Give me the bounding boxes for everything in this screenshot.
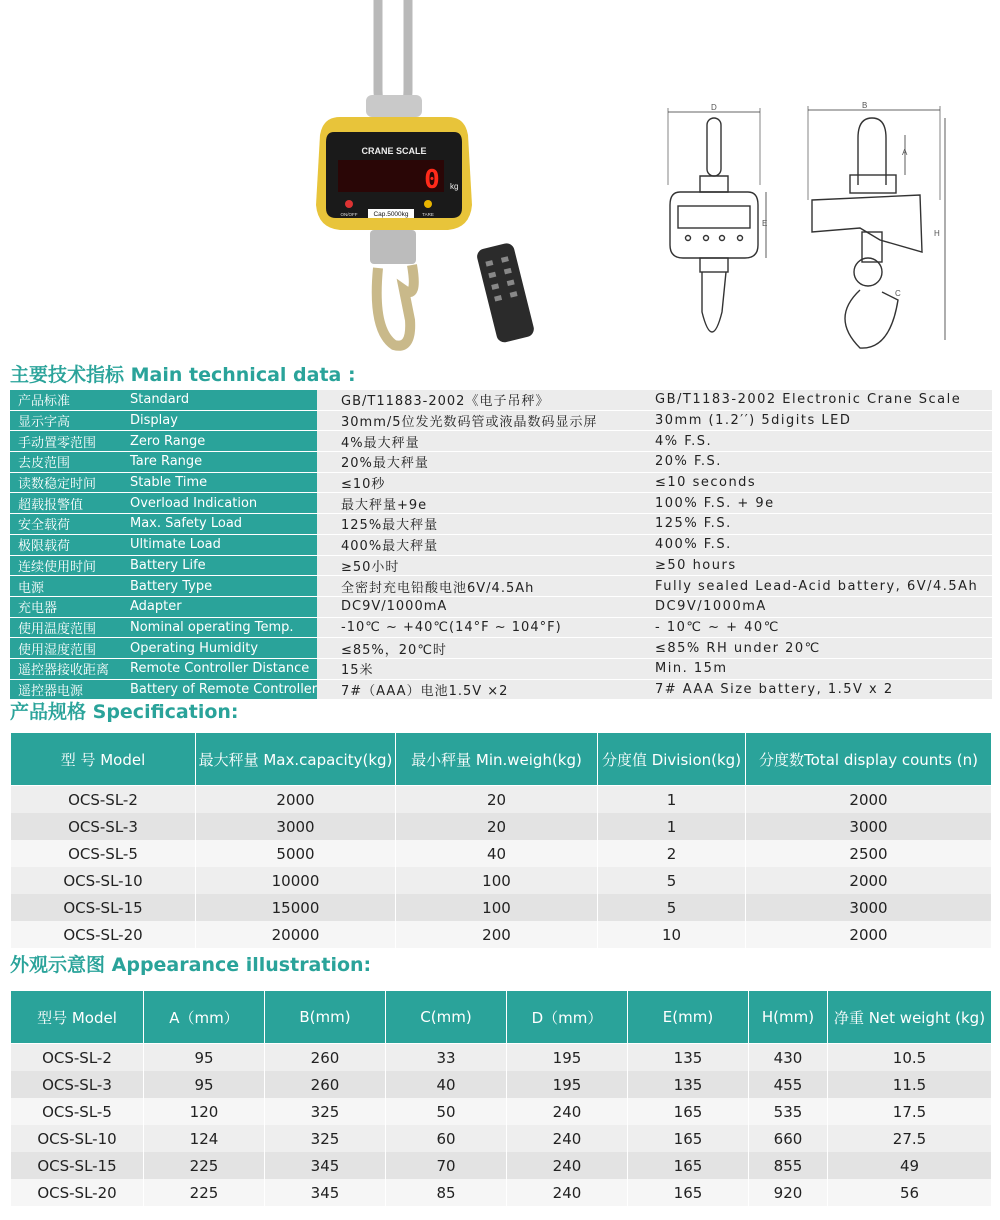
spec-cell: 5 bbox=[598, 894, 746, 921]
tech-row bbox=[10, 493, 992, 514]
appearance-row bbox=[11, 1044, 992, 1072]
tech-row bbox=[10, 617, 992, 638]
led-readout: 0 bbox=[424, 165, 440, 195]
appearance-cell: 260 bbox=[265, 1071, 386, 1098]
tech-param-zh: 产品标准 bbox=[10, 390, 122, 410]
svg-text:H: H bbox=[934, 229, 940, 238]
appearance-cell: 325 bbox=[265, 1125, 386, 1152]
tech-value-en: GB/T1183-2002 Electronic Crane Scale bbox=[631, 390, 992, 410]
svg-text:ON/OFF: ON/OFF bbox=[340, 212, 358, 217]
spec-cell: 2500 bbox=[746, 840, 992, 867]
tech-param-en: Overload Indication bbox=[122, 493, 317, 514]
appearance-cell: 56 bbox=[828, 1179, 992, 1206]
tech-row bbox=[10, 431, 992, 452]
svg-text:B: B bbox=[862, 101, 868, 110]
appearance-row bbox=[11, 1152, 992, 1179]
tech-param-zh: 使用温度范围 bbox=[10, 617, 122, 638]
appearance-cell: 95 bbox=[144, 1071, 265, 1098]
tech-param-zh: 安全载荷 bbox=[10, 514, 122, 535]
tech-value-en: 30mm (1.2′′) 5digits LED bbox=[631, 410, 992, 431]
tech-row bbox=[10, 452, 992, 473]
tech-row bbox=[10, 576, 992, 597]
appearance-cell: 455 bbox=[749, 1071, 828, 1098]
appearance-cell: 240 bbox=[507, 1179, 628, 1206]
tech-param-en: Standard bbox=[122, 390, 317, 410]
spec-cell: OCS-SL-3 bbox=[11, 813, 196, 840]
tech-value-zh: 全密封充电铅酸电池6V/4.5Ah bbox=[317, 576, 631, 597]
tech-value-zh: 最大秤量+9e bbox=[317, 493, 631, 514]
spec-row bbox=[11, 786, 992, 814]
tech-value-en: ≤10 seconds bbox=[631, 472, 992, 493]
appearance-cell: 345 bbox=[265, 1179, 386, 1206]
spec-section-title: 产品规格 Specification: bbox=[10, 701, 239, 723]
tech-value-en: ≤85% RH under 20℃ bbox=[631, 638, 992, 659]
tech-value-zh: 400%最大秤量 bbox=[317, 534, 631, 555]
tech-value-en: 400% F.S. bbox=[631, 534, 992, 555]
tech-row bbox=[10, 534, 992, 555]
tech-value-en: 125% F.S. bbox=[631, 514, 992, 535]
spec-cell: OCS-SL-2 bbox=[11, 786, 196, 814]
appearance-cell: 120 bbox=[144, 1098, 265, 1125]
appearance-cell: 95 bbox=[144, 1044, 265, 1072]
appearance-row bbox=[11, 1098, 992, 1125]
capacity-label: Cap.5000kg bbox=[373, 211, 409, 218]
appearance-cell: 195 bbox=[507, 1044, 628, 1072]
tech-row bbox=[10, 472, 992, 493]
tech-param-zh: 超载报警值 bbox=[10, 493, 122, 514]
appearance-cell: 33 bbox=[386, 1044, 507, 1072]
spec-cell: 3000 bbox=[196, 813, 396, 840]
tech-param-en: Tare Range bbox=[122, 452, 317, 473]
tech-row bbox=[10, 410, 992, 431]
tech-param-zh: 连续使用时间 bbox=[10, 555, 122, 576]
appearance-row bbox=[11, 1071, 992, 1098]
remote-controller-photo bbox=[475, 242, 535, 344]
svg-text:A: A bbox=[902, 148, 908, 157]
spec-cell: 5 bbox=[598, 867, 746, 894]
appearance-cell: OCS-SL-2 bbox=[11, 1044, 144, 1072]
tech-row bbox=[10, 555, 992, 576]
appearance-cell: 165 bbox=[628, 1098, 749, 1125]
tech-param-zh: 去皮范围 bbox=[10, 452, 122, 473]
appearance-cell: 225 bbox=[144, 1179, 265, 1206]
appearance-cell: 60 bbox=[386, 1125, 507, 1152]
spec-cell: 3000 bbox=[746, 813, 992, 840]
appearance-header-cell: 净重 Net weight (kg) bbox=[828, 991, 992, 1044]
tech-param-zh: 手动置零范围 bbox=[10, 431, 122, 452]
spec-cell: 15000 bbox=[196, 894, 396, 921]
tech-param-en: Adapter bbox=[122, 596, 317, 617]
spec-cell: 20 bbox=[396, 813, 598, 840]
tech-value-zh: 30mm/5位发光数码管或液晶数码显示屏 bbox=[317, 410, 631, 431]
appearance-table bbox=[10, 990, 992, 1206]
tech-value-zh: 15米 bbox=[317, 658, 631, 679]
appearance-section-title: 外观示意图 Appearance illustration: bbox=[10, 954, 372, 976]
spec-header-cell: 最小秤量 Min.weigh(kg) bbox=[396, 733, 598, 786]
scale-brand-text: CRANE SCALE bbox=[361, 146, 427, 156]
tech-param-zh: 读数稳定时间 bbox=[10, 472, 122, 493]
tech-param-zh: 使用湿度范围 bbox=[10, 638, 122, 659]
appearance-cell: 165 bbox=[628, 1179, 749, 1206]
tech-value-en: Min. 15m bbox=[631, 658, 992, 679]
spec-cell: 20000 bbox=[196, 921, 396, 948]
spec-cell: 2000 bbox=[746, 921, 992, 948]
appearance-cell: 70 bbox=[386, 1152, 507, 1179]
appearance-cell: 165 bbox=[628, 1152, 749, 1179]
svg-text:D: D bbox=[711, 103, 717, 112]
side-view-drawing bbox=[808, 106, 945, 348]
tech-value-en: - 10℃ ~ + 40℃ bbox=[631, 617, 992, 638]
appearance-cell: 240 bbox=[507, 1098, 628, 1125]
svg-text:C: C bbox=[895, 289, 901, 298]
appearance-cell: 920 bbox=[749, 1179, 828, 1206]
appearance-cell: 345 bbox=[265, 1152, 386, 1179]
tech-row bbox=[10, 596, 992, 617]
appearance-cell: 40 bbox=[386, 1071, 507, 1098]
svg-text:E: E bbox=[762, 219, 768, 228]
tech-param-en: Battery Type bbox=[122, 576, 317, 597]
tech-param-zh: 显示字高 bbox=[10, 410, 122, 431]
tech-param-en: Remote Controller Distance bbox=[122, 658, 317, 679]
tech-param-en: Ultimate Load bbox=[122, 534, 317, 555]
spec-row bbox=[11, 840, 992, 867]
spec-header-cell: 型 号 Model bbox=[11, 733, 196, 786]
tech-row bbox=[10, 514, 992, 535]
tech-param-en: Battery of Remote Controller bbox=[122, 679, 317, 700]
tare-button bbox=[424, 200, 432, 208]
tech-value-en: ≥50 hours bbox=[631, 555, 992, 576]
tech-value-en: 4% F.S. bbox=[631, 431, 992, 452]
tech-value-en: 7# AAA Size battery, 1.5V x 2 bbox=[631, 679, 992, 700]
appearance-row bbox=[11, 1179, 992, 1206]
tech-value-en: 20% F.S. bbox=[631, 452, 992, 473]
appearance-cell: 855 bbox=[749, 1152, 828, 1179]
tech-param-zh: 遥控器接收距离 bbox=[10, 658, 122, 679]
appearance-cell: OCS-SL-3 bbox=[11, 1071, 144, 1098]
spec-cell: 2000 bbox=[196, 786, 396, 814]
tech-param-en: Nominal operating Temp. bbox=[122, 617, 317, 638]
tech-param-en: Display bbox=[122, 410, 317, 431]
appearance-header-cell: E(mm) bbox=[628, 991, 749, 1044]
spec-cell: 10000 bbox=[196, 867, 396, 894]
spec-row bbox=[11, 813, 992, 840]
spec-cell: OCS-SL-5 bbox=[11, 840, 196, 867]
spec-cell: 200 bbox=[396, 921, 598, 948]
technical-data-table bbox=[10, 390, 992, 700]
tech-param-zh: 遥控器电源 bbox=[10, 679, 122, 700]
tech-value-zh: ≥50小时 bbox=[317, 555, 631, 576]
appearance-cell: 660 bbox=[749, 1125, 828, 1152]
power-button bbox=[345, 200, 353, 208]
crane-scale-photo bbox=[316, 0, 472, 346]
tech-param-en: Max. Safety Load bbox=[122, 514, 317, 535]
appearance-cell: 50 bbox=[386, 1098, 507, 1125]
appearance-cell: 240 bbox=[507, 1125, 628, 1152]
front-view-drawing bbox=[668, 108, 766, 332]
spec-cell: 100 bbox=[396, 894, 598, 921]
appearance-row bbox=[11, 1125, 992, 1152]
appearance-cell: 10.5 bbox=[828, 1044, 992, 1072]
appearance-header-cell: B(mm) bbox=[265, 991, 386, 1044]
appearance-cell: 27.5 bbox=[828, 1125, 992, 1152]
appearance-cell: 49 bbox=[828, 1152, 992, 1179]
spec-cell: 10 bbox=[598, 921, 746, 948]
tech-value-en: Fully sealed Lead-Acid battery, 6V/4.5Ah bbox=[631, 576, 992, 597]
appearance-cell: 325 bbox=[265, 1098, 386, 1125]
appearance-header-cell: C(mm) bbox=[386, 991, 507, 1044]
spec-cell: 20 bbox=[396, 786, 598, 814]
appearance-cell: OCS-SL-20 bbox=[11, 1179, 144, 1206]
tech-value-zh: ≤10秒 bbox=[317, 472, 631, 493]
appearance-header-cell: 型号 Model bbox=[11, 991, 144, 1044]
tech-row bbox=[10, 658, 992, 679]
appearance-cell: 240 bbox=[507, 1152, 628, 1179]
appearance-cell: 11.5 bbox=[828, 1071, 992, 1098]
spec-cell: 2000 bbox=[746, 867, 992, 894]
spec-cell: 1 bbox=[598, 813, 746, 840]
tech-value-en: 100% F.S. + 9e bbox=[631, 493, 992, 514]
spec-header-cell: 分度值 Division(kg) bbox=[598, 733, 746, 786]
appearance-cell: 124 bbox=[144, 1125, 265, 1152]
appearance-header-cell: A（mm） bbox=[144, 991, 265, 1044]
tech-value-zh: 7#（AAA）电池1.5V ×2 bbox=[317, 679, 631, 700]
appearance-cell: 535 bbox=[749, 1098, 828, 1125]
spec-cell: OCS-SL-20 bbox=[11, 921, 196, 948]
appearance-header-cell: H(mm) bbox=[749, 991, 828, 1044]
tech-value-zh: 20%最大秤量 bbox=[317, 452, 631, 473]
appearance-cell: 135 bbox=[628, 1071, 749, 1098]
spec-row bbox=[11, 894, 992, 921]
spec-cell: 2000 bbox=[746, 786, 992, 814]
spec-cell: 40 bbox=[396, 840, 598, 867]
spec-header-cell: 分度数Total display counts (n) bbox=[746, 733, 992, 786]
spec-row bbox=[11, 921, 992, 948]
tech-row bbox=[10, 390, 992, 410]
tech-section-title: 主要技术指标 Main technical data : bbox=[10, 364, 356, 386]
tech-value-zh: ≤85%，20℃时 bbox=[317, 638, 631, 659]
appearance-cell: 135 bbox=[628, 1044, 749, 1072]
appearance-cell: 195 bbox=[507, 1071, 628, 1098]
spec-cell: 100 bbox=[396, 867, 598, 894]
appearance-header-cell: D（mm） bbox=[507, 991, 628, 1044]
appearance-cell: OCS-SL-5 bbox=[11, 1098, 144, 1125]
spec-cell: OCS-SL-10 bbox=[11, 867, 196, 894]
appearance-cell: OCS-SL-15 bbox=[11, 1152, 144, 1179]
unit-label: kg bbox=[450, 182, 459, 191]
appearance-cell: 225 bbox=[144, 1152, 265, 1179]
svg-text:TARE: TARE bbox=[422, 212, 434, 217]
tech-param-zh: 充电器 bbox=[10, 596, 122, 617]
specification-table bbox=[10, 732, 992, 948]
appearance-cell: 260 bbox=[265, 1044, 386, 1072]
tech-value-zh: DC9V/1000mA bbox=[317, 596, 631, 617]
tech-param-zh: 极限载荷 bbox=[10, 534, 122, 555]
tech-row bbox=[10, 638, 992, 659]
tech-param-zh: 电源 bbox=[10, 576, 122, 597]
tech-value-zh: GB/T11883-2002《电子吊秤》 bbox=[317, 390, 631, 410]
spec-row bbox=[11, 867, 992, 894]
spec-cell: 1 bbox=[598, 786, 746, 814]
tech-value-zh: 4%最大秤量 bbox=[317, 431, 631, 452]
tech-param-en: Zero Range bbox=[122, 431, 317, 452]
spec-cell: 5000 bbox=[196, 840, 396, 867]
appearance-cell: 430 bbox=[749, 1044, 828, 1072]
appearance-cell: 85 bbox=[386, 1179, 507, 1206]
tech-value-zh: -10℃ ~ +40℃(14°F ~ 104°F) bbox=[317, 617, 631, 638]
product-illustration bbox=[0, 0, 1000, 360]
appearance-cell: OCS-SL-10 bbox=[11, 1125, 144, 1152]
tech-value-zh: 125%最大秤量 bbox=[317, 514, 631, 535]
spec-header-cell: 最大秤量 Max.capacity(kg) bbox=[196, 733, 396, 786]
tech-param-en: Operating Humidity bbox=[122, 638, 317, 659]
spec-cell: OCS-SL-15 bbox=[11, 894, 196, 921]
spec-cell: 3000 bbox=[746, 894, 992, 921]
appearance-cell: 165 bbox=[628, 1125, 749, 1152]
tech-param-en: Battery Life bbox=[122, 555, 317, 576]
appearance-cell: 17.5 bbox=[828, 1098, 992, 1125]
spec-cell: 2 bbox=[598, 840, 746, 867]
tech-value-en: DC9V/1000mA bbox=[631, 596, 992, 617]
tech-param-en: Stable Time bbox=[122, 472, 317, 493]
